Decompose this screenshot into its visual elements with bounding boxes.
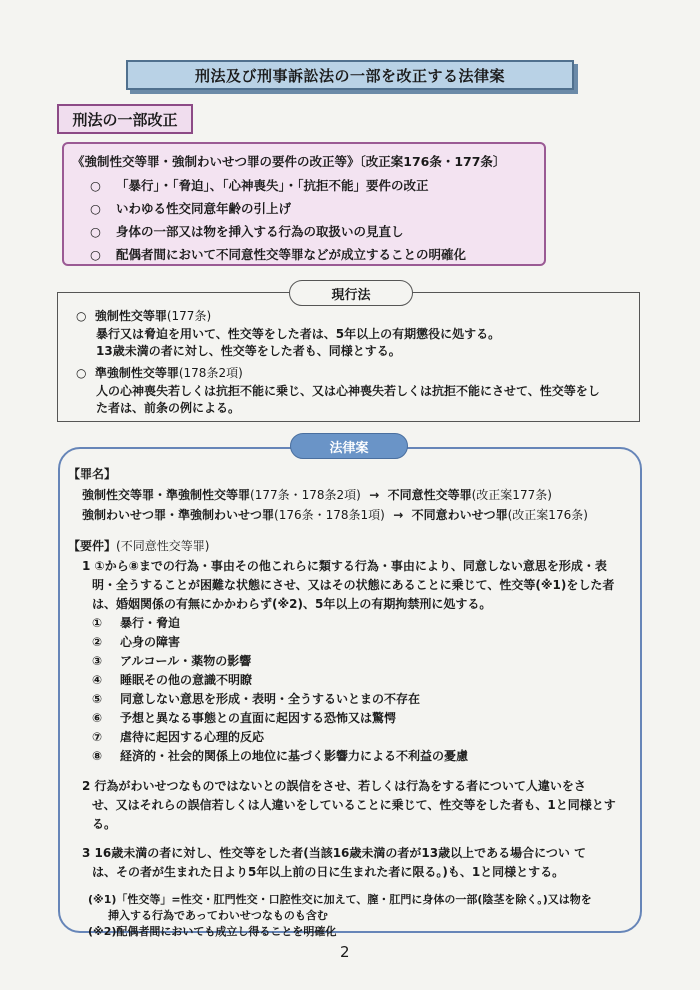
req3-line: は、その者が生まれた日より5年以上前の日に生まれた者に限る。)も、1と同様とする。 [92,865,565,879]
document-title: 刑法及び刑事訴訟法の一部を改正する法律案 [126,60,574,90]
current-law-text: 暴行又は脅迫を用いて、性交等をした者は、5年以上の有期懲役に処する。 [96,327,501,341]
current-law-item-title: ○ 準強制性交等罪(178条2項) [76,366,243,380]
condition-item: ④ 睡眠その他の意識不明瞭 [92,673,253,687]
arrow-icon: → [369,488,380,502]
req3-line: 3 16歳未満の者に対し、性交等をした者(当該16歳未満の者が13歳以上である場合につい て [82,846,587,860]
condition-item: ① 暴行・脅迫 [92,616,181,630]
summary-item: ○ 「暴行」・「脅迫」、「心神喪失」・「抗拒不能」要件の改正 [90,178,429,193]
req1-line: は、婚姻関係の有無にかかわらず(※2)、5年以上の有期拘禁刑に処する。 [92,597,492,611]
section-heading: 刑法の一部改正 [57,104,193,134]
current-law-text: た者は、前条の例による。 [96,401,241,415]
condition-item: ⑦ 虐待に起因する心理的反応 [92,730,265,744]
summary-item: ○ いわゆる性交同意年齢の引上げ [90,201,292,216]
req1-line: 明・全うすることが困難な状態にさせ、又はその状態にあることに乗じて、性交等(※1)をした者 [92,578,615,592]
crime-names-heading: 【罪名】 [68,467,117,481]
condition-item: ③ アルコール・薬物の影響 [92,654,252,668]
summary-item: ○ 配偶者間において不同意性交等罪などが成立することの明確化 [90,247,467,262]
current-law-text: 人の心神喪失若しくは抗拒不能に乗じ、又は心神喪失若しくは抗拒不能にさせて、性交等をし [96,384,600,398]
current-law-box [57,292,640,422]
rename-row: 強制性交等罪・準強制性交等罪(177条・178条2項) → 不同意性交等罪(改正案177条) [82,488,552,502]
note-line: (※2)配偶者間においても成立し得ることを明確化 [88,925,337,938]
req2-line: 2 行為がわいせつなものではないとの誤信をさせ、若しくは行為をする者について人違いをさ [82,779,586,793]
current-law-label: 現行法 [289,280,413,306]
bullet-icon: ○ [90,224,101,239]
note-line: 挿入する行為であってわいせつなものも含む [108,909,328,922]
note-line: (※1)「性交等」=性交・肛門性交・口腔性交に加えて、膣・肛門に身体の一部(陰茎を除く。)又は物を [88,893,592,906]
req1-line: 1 ①から⑧までの行為・事由その他これらに類する行為・事由により、同意しない意思を形成・表 [82,559,607,573]
bullet-icon: ○ [90,247,101,262]
current-law-item-title: ○ 強制性交等罪(177条) [76,309,212,323]
bullet-icon: ○ [90,201,101,216]
condition-item: ⑥ 予想と異なる事態との直面に起因する恐怖又は驚愕 [92,711,397,725]
bullet-icon: ○ [90,178,101,193]
page-number: 2 [340,943,350,961]
condition-item: ⑤ 同意しない意思を形成・表明・全うするいとまの不存在 [92,692,421,706]
summary-item: ○ 身体の一部又は物を挿入する行為の取扱いの見直し [90,224,404,239]
arrow-icon: → [393,508,404,522]
bill-box [58,447,642,938]
requirements-heading: 【要件】(不同意性交等罪) [68,539,210,553]
req2-line: せ、又はそれらの誤信若しくは人違いをしていることに乗じて、性交等をした者も、1と同様とす [92,798,616,812]
summary-box [62,142,546,266]
condition-item: ⑧ 経済的・社会的関係上の地位に基づく影響力による不利益の憂慮 [92,749,469,763]
bill-label: 法律案 [290,433,408,459]
rename-row: 強制わいせつ罪・準強制わいせつ罪(176条・178条1項) → 不同意わいせつ罪(改正案176条) [82,508,588,522]
summary-heading: 《強制性交等罪・強制わいせつ罪の要件の改正等》〔改正案176条・177条〕 [72,154,506,169]
condition-item: ② 心身の障害 [92,635,181,649]
current-law-text: 13歳未満の者に対し、性交等をした者も、同様とする。 [96,344,401,358]
req2-line: る。 [92,817,117,831]
